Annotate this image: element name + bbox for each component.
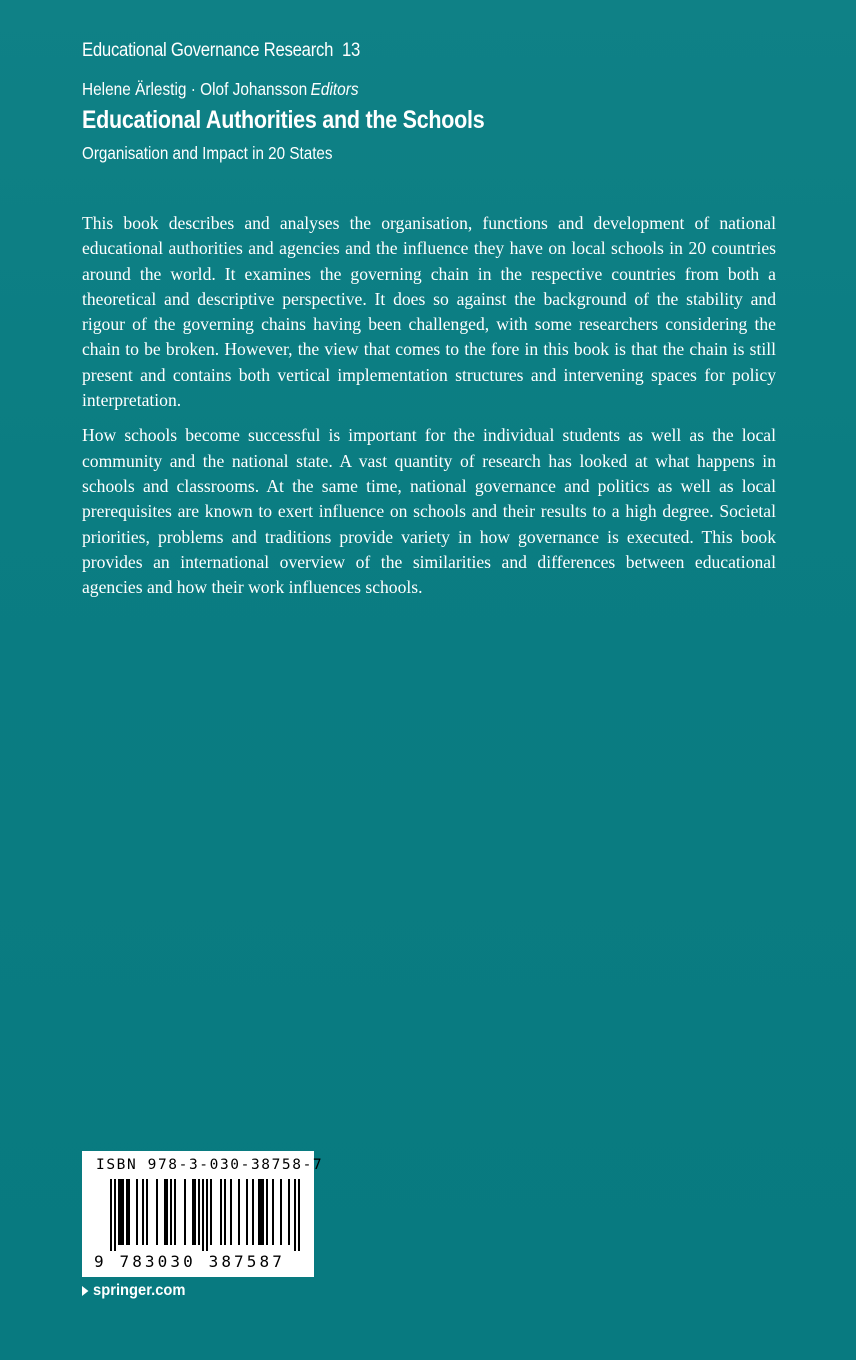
- barcode-bar: [118, 1179, 120, 1245]
- editors-line: [82, 79, 359, 100]
- barcode-bar: [126, 1179, 128, 1245]
- barcode-bar: [146, 1179, 148, 1245]
- barcode-bar: [156, 1179, 158, 1245]
- series-number: 13: [341, 40, 361, 61]
- barcode-bar: [260, 1179, 262, 1245]
- barcode-bar: [128, 1179, 130, 1245]
- barcode-bar: [230, 1179, 232, 1245]
- barcode-bar: [184, 1179, 186, 1245]
- publisher-url: springer.com: [93, 1282, 186, 1299]
- barcode-bar: [206, 1179, 208, 1251]
- book-description: [82, 211, 776, 610]
- isbn-label: ISBN 978-3-030-38758-7: [96, 1157, 324, 1173]
- barcode-bar: [170, 1179, 172, 1245]
- barcode-bar: [280, 1179, 282, 1245]
- description-paragraph: This book describes and analyses the organisation, functions and development of national educational authorities and agencies and the influence they have on local schools in 20 countries around the world. It examines the governing chain in the respective countries from both a theoretical and descriptive perspective. It does so against the background of the stability and rigour of the governing chains having been challenged, with some researchers considering the chain to be broken. However, the view that comes to the fore in this book is that the chain is still present and contains both vertical implementation structures and intervening spaces for policy interpretation.: [82, 213, 776, 411]
- barcode-bar: [114, 1179, 116, 1251]
- barcode-bar: [262, 1179, 264, 1245]
- publisher-link[interactable]: [82, 1282, 185, 1300]
- editor-names: Helene Ärlestig · Olof Johansson: [82, 79, 308, 99]
- barcode-bar: [122, 1179, 124, 1245]
- barcode-bar: [136, 1179, 138, 1245]
- book-subtitle: Organisation and Impact in 20 States: [82, 143, 333, 163]
- barcode-bar: [166, 1179, 168, 1245]
- barcode-bar: [202, 1179, 204, 1251]
- barcode-bar: [298, 1179, 300, 1251]
- ean-digits: 9 783030 387587: [94, 1252, 285, 1271]
- barcode-bar: [164, 1179, 166, 1245]
- barcode-bar: [194, 1179, 196, 1245]
- barcode-bar: [192, 1179, 194, 1245]
- barcode-bar: [220, 1179, 222, 1245]
- barcode-bar: [272, 1179, 274, 1245]
- barcode-bar: [288, 1179, 290, 1245]
- barcode-bar: [246, 1179, 248, 1245]
- barcode-bar: [252, 1179, 254, 1245]
- barcode-bar: [174, 1179, 176, 1245]
- barcode-bar: [142, 1179, 144, 1245]
- barcode-bar: [266, 1179, 268, 1245]
- editors-role: Editors: [310, 79, 359, 99]
- series-heading: [82, 40, 360, 62]
- barcode-bar: [224, 1179, 226, 1245]
- barcode-bar: [110, 1179, 112, 1251]
- isbn-barcode: [82, 1151, 324, 1277]
- barcode-bar: [238, 1179, 240, 1245]
- triangle-right-icon: [82, 1286, 88, 1296]
- barcode-bar: [198, 1179, 200, 1245]
- barcode-bar: [258, 1179, 260, 1245]
- barcode-bar: [210, 1179, 212, 1245]
- barcode-bar: [120, 1179, 122, 1245]
- barcode-bar: [294, 1179, 296, 1251]
- description-paragraph: How schools become successful is important for the individual students as well as the local community and the national state. A vast quantity of research has looked at what happens in schools and classrooms. At the same time, national governance and politics as well as local prerequisites are known to exert influence on schools and their results to a high degree. Societal priorities, problems and traditions provide variety in how governance is executed. This book provides an international overview of the similarities and differences between educational agencies and how their work influences schools.: [82, 425, 776, 598]
- series-name: Educational Governance Research: [82, 40, 334, 61]
- book-title: Educational Authorities and the Schools: [82, 106, 485, 134]
